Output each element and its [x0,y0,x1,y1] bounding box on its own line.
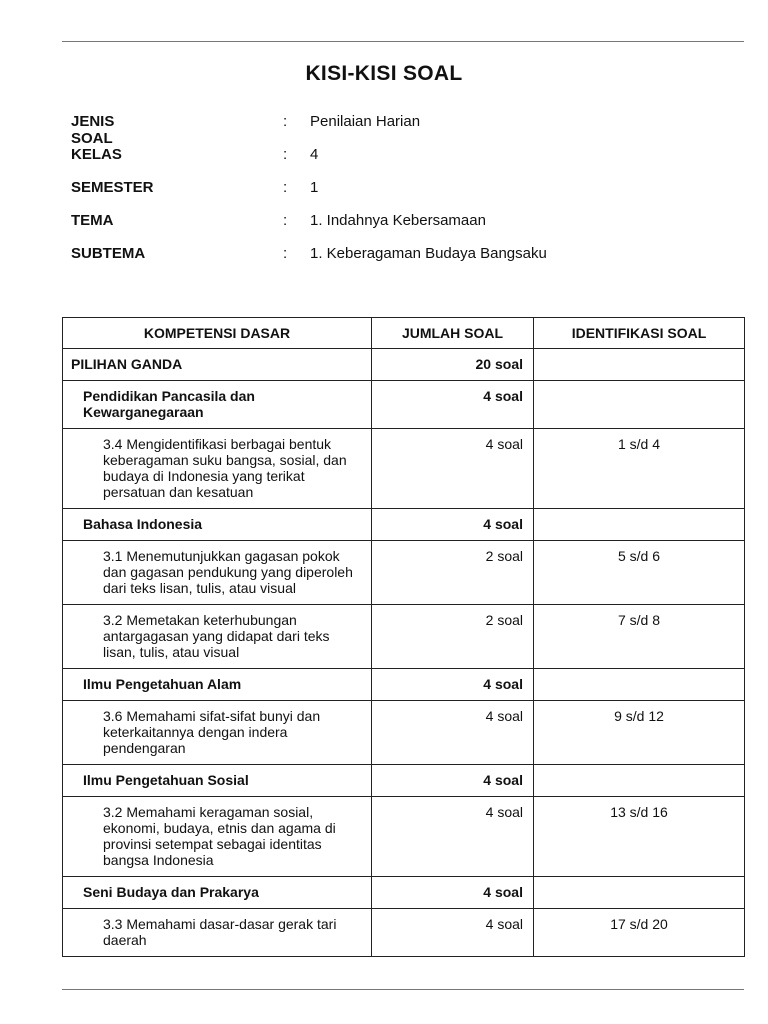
count-cell: 20 soal [372,349,534,381]
meta-value: 1. Indahnya Kebersamaan [310,212,486,229]
table-row [63,765,745,797]
meta-colon: : [283,113,288,130]
table-header-row [63,318,745,349]
meta-value: 4 [310,146,319,163]
count-cell: 4 soal [372,701,534,765]
table-row [63,509,745,541]
meta-label: TEMA [71,212,114,229]
count-cell: 4 soal [372,509,534,541]
subject-cell: Ilmu Pengetahuan Alam [63,669,372,701]
ident-cell [534,381,745,429]
meta-label: JENIS SOAL [71,113,115,147]
meta-colon: : [283,179,288,196]
count-cell: 2 soal [372,605,534,669]
ident-cell: 9 s/d 12 [534,701,745,765]
count-cell: 4 soal [372,797,534,877]
kisi-kisi-table [62,317,745,957]
count-cell: 4 soal [372,429,534,509]
ident-cell [534,349,745,381]
table-row [63,605,745,669]
meta-colon: : [283,212,288,229]
table-row [63,877,745,909]
kd-cell: 3.1 Menemutunjukkan gagasan pokok dan gagasan pendukung yang diperoleh dari teks lisan, tulis, atau visual [63,541,372,605]
subject-cell: Pendidikan Pancasila dan Kewarganegaraan [63,381,372,429]
table-row [63,909,745,957]
ident-cell: 5 s/d 6 [534,541,745,605]
kd-cell: 3.2 Memahami keragaman sosial, ekonomi, budaya, etnis dan agama di provinsi setempat sebagai identitas bangsa Indonesia [63,797,372,877]
kd-cell: 3.4 Mengidentifikasi berbagai bentuk keberagaman suku bangsa, sosial, dan budaya di Indonesia yang terikat persatuan dan kesatuan [63,429,372,509]
meta-value: 1. Keberagaman Budaya Bangsaku [310,245,547,262]
subject-cell: Bahasa Indonesia [63,509,372,541]
table-row [63,669,745,701]
kd-cell: 3.3 Memahami dasar-dasar gerak tari daerah [63,909,372,957]
table-row [63,701,745,765]
kd-cell: 3.6 Memahami sifat-sifat bunyi dan keterkaitannya dengan indera pendengaran [63,701,372,765]
meta-value: Penilaian Harian [310,113,421,130]
count-cell: 2 soal [372,541,534,605]
meta-label: SEMESTER [71,179,154,196]
table-row [63,381,745,429]
table-row [63,429,745,509]
header-identifikasi-soal: IDENTIFIKASI SOAL [534,318,745,349]
header-kompetensi-dasar: KOMPETENSI DASAR [63,318,372,349]
count-cell: 4 soal [372,669,534,701]
ident-cell: 7 s/d 8 [534,605,745,669]
subject-cell: Seni Budaya dan Prakarya [63,877,372,909]
meta-colon: : [283,245,288,262]
count-cell: 4 soal [372,765,534,797]
ident-cell [534,669,745,701]
ident-cell: 1 s/d 4 [534,429,745,509]
ident-cell [534,765,745,797]
top-rule [62,41,744,42]
count-cell: 4 soal [372,381,534,429]
subject-cell: Ilmu Pengetahuan Sosial [63,765,372,797]
ident-cell [534,877,745,909]
count-cell: 4 soal [372,877,534,909]
table-row [63,797,745,877]
table-row [63,349,745,381]
meta-label: KELAS [71,146,122,163]
table-row [63,541,745,605]
meta-value: 1 [310,179,319,196]
ident-cell: 13 s/d 16 [534,797,745,877]
count-cell: 4 soal [372,909,534,957]
page-title: KISI-KISI SOAL [305,62,463,85]
kd-cell: 3.2 Memetakan keterhubungan antargagasan yang didapat dari teks lisan, tulis, atau visual [63,605,372,669]
meta-label: SUBTEMA [71,245,146,262]
ident-cell [534,509,745,541]
header-jumlah-soal: JUMLAH SOAL [372,318,534,349]
category-cell: PILIHAN GANDA [63,349,372,381]
ident-cell: 17 s/d 20 [534,909,745,957]
meta-colon: : [283,146,288,163]
bottom-rule [62,989,744,990]
